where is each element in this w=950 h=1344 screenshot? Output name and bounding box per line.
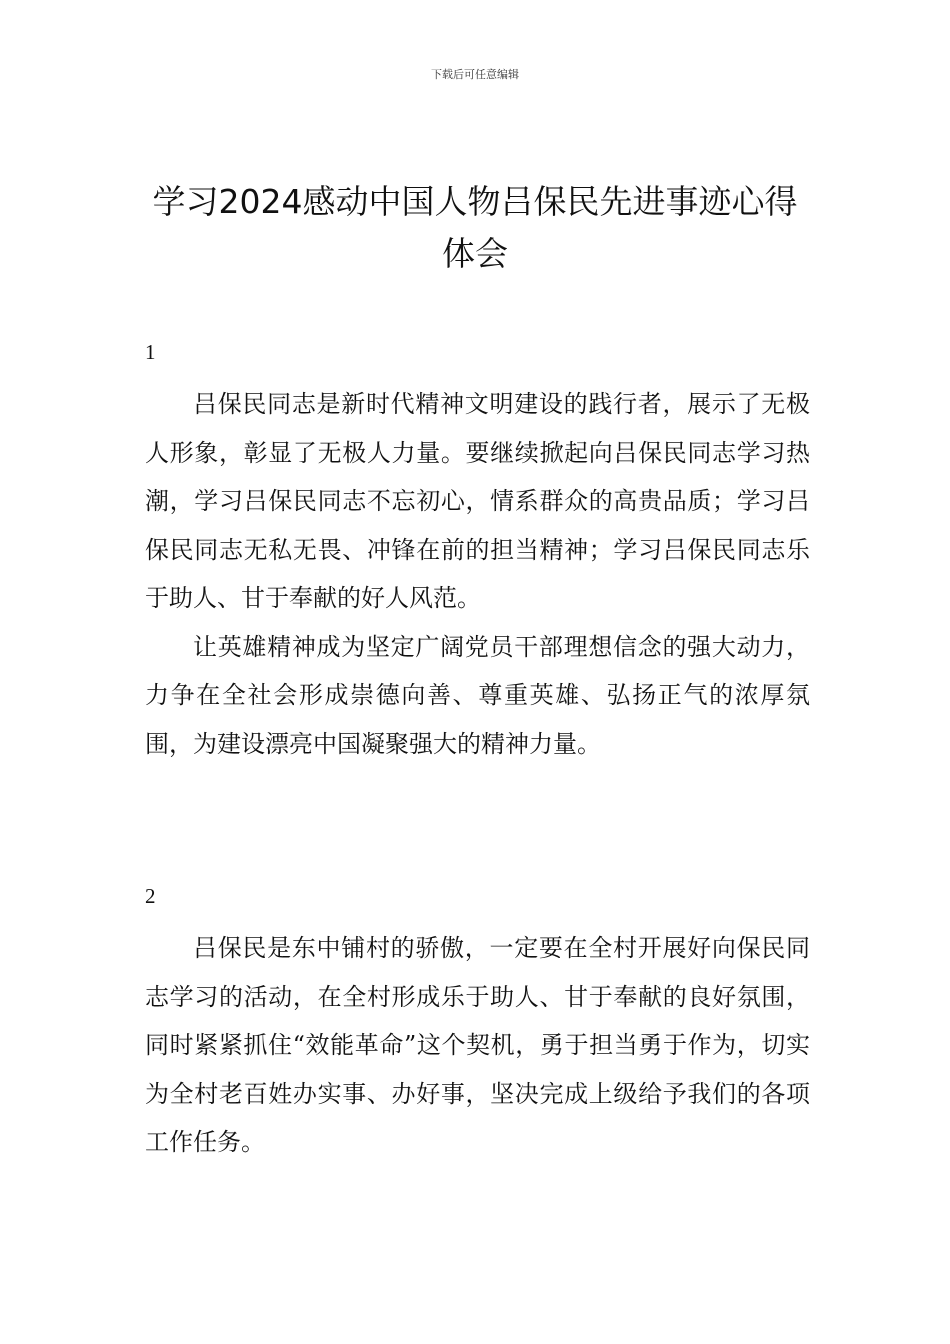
- section-number: 1: [145, 340, 156, 364]
- header-note: 下载后可任意编辑: [431, 68, 519, 81]
- section-1: [145, 338, 810, 768]
- section-number: 2: [145, 884, 156, 908]
- paragraph: 让英雄精神成为坚定广阔党员干部理想信念的强大动力，力争在全社会形成崇德向善、尊重英雄、弘扬正气的浓厚氛围，为建设漂亮中国凝聚强大的精神力量。: [145, 632, 810, 758]
- document-title: 学习2024感动中国人物吕保民先进事迹心得体会: [152, 182, 798, 273]
- paragraph: 吕保民是东中铺村的骄傲，一定要在全村开展好向保民同志学习的活动，在全村形成乐于助人、甘于奉献的良好氛围，同时紧紧抓住“效能革命”这个契机，勇于担当勇于作为，切实为全村老百姓办实事、办好事，坚决完成上级给予我们的各项工作任务。: [145, 934, 810, 1156]
- section-2: [145, 882, 810, 1167]
- paragraph: 吕保民同志是新时代精神文明建设的践行者，展示了无极人形象，彰显了无极人力量。要继续掀起向吕保民同志学习热潮，学习吕保民同志不忘初心，情系群众的高贵品质；学习吕保民同志无私无畏、冲锋在前的担当精神；学习吕保民同志乐于助人、甘于奉献的好人风范。: [145, 390, 810, 612]
